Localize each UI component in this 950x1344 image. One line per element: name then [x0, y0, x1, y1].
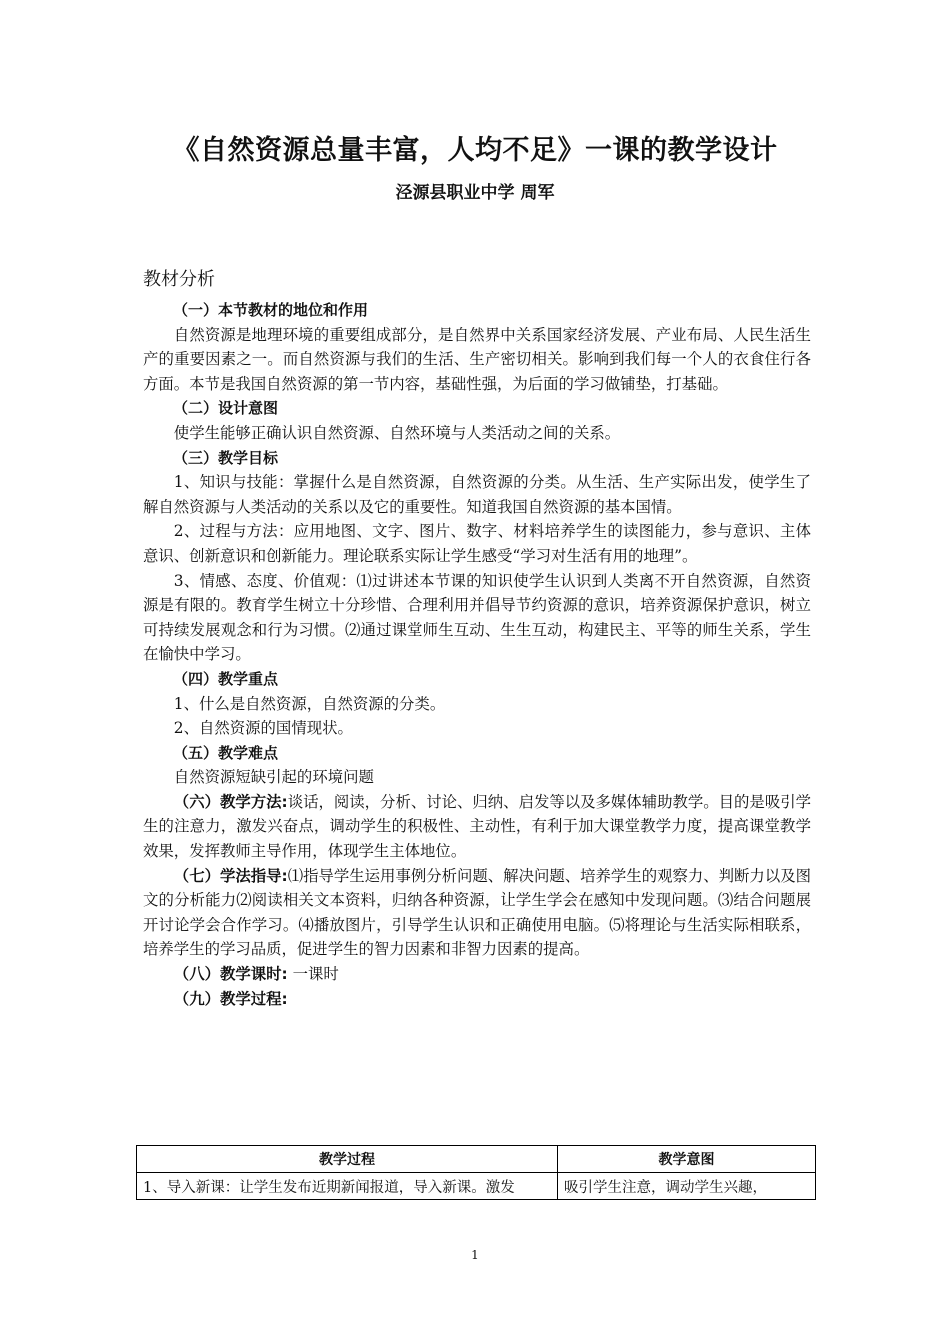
paragraph-objective-2: 2、过程与方法：应用地图、文字、图片、数字、材料培养学生的读图能力，参与意识、主体意识、创新意识和创新能力。理论联系实际让学生感受“学习对生活有用的地理”。 — [143, 522, 811, 565]
author-line: 泾源县职业中学 周军 — [395, 183, 555, 203]
table-header-intent: 教学意图 — [557, 1146, 815, 1173]
paragraph-study-guidance — [143, 864, 811, 962]
paragraph-key-point-1: 1、什么是自然资源，自然资源的分类。 — [173, 694, 446, 713]
subheading-key-points: （四）教学重点 — [173, 669, 279, 688]
paragraph-position: 自然资源是地理环境的重要组成部分，是自然界中关系国家经济发展、产业布局、人民生活生产的重要因素之一。而自然资源与我们的生活、生产密切相关。影响到我们每一个人的衣食住行各方面。本节是我国自然资源的第一节内容，基础性强，为后面的学习做铺垫，打基础。 — [143, 325, 811, 393]
table-header-process: 教学过程 — [137, 1146, 558, 1173]
text-study-guidance: ⑴指导学生运用事例分析问题、解决问题、培养学生的观察力、判断力以及图文的分析能力⑵阅读相关文本资料，归纳各种资源，让学生学会在感知中发现问题。⑶结合问题展开讨论学会合作学习。⑷播放图片，引导学生认识和正确使用电脑。⑸将理论与生活实际相联系，培养学生的学习品质，促进学生的智力因素和非智力因素的提高。 — [143, 866, 811, 959]
text-methods: 谈话，阅读，分析、讨论、归纳、启发等以及多媒体辅助教学。目的是吸引学生的注意力，激发兴奋点，调动学生的积极性、主动性，有利于加大课堂教学力度，提高课堂教学效果，发挥教师主导作用，体现学生主体地位。 — [143, 792, 811, 861]
subheading-design-intent: （二）设计意图 — [173, 399, 279, 418]
table-cell-intent: 吸引学生注意，调动学生兴趣， — [557, 1173, 815, 1200]
paragraph-objective-1: 1、知识与技能：掌握什么是自然资源，自然资源的分类。从生活、生产实际出发，使学生了解自然资源与人类活动的关系以及它的重要性。知道我国自然资源的基本国情。 — [143, 473, 811, 516]
lead-class-hours: （八）教学课时: — [173, 965, 288, 984]
paragraph-methods — [143, 790, 811, 864]
document-title: 《自然资源总量丰富，人均不足》一课的教学设计 — [172, 135, 778, 166]
paragraph-class-hours — [143, 962, 811, 987]
lead-process: （九）教学过程: — [173, 989, 288, 1008]
text-class-hours: 一课时 — [287, 965, 339, 984]
page-number: 1 — [471, 1248, 479, 1262]
paragraph-key-point-2: 2、自然资源的国情现状。 — [173, 719, 353, 738]
lead-study-guidance: （七）学法指导: — [173, 866, 288, 885]
section-heading: 教材分析 — [143, 269, 215, 290]
subheading-position: （一）本节教材的地位和作用 — [173, 301, 369, 319]
table-row — [137, 1173, 816, 1200]
teaching-process-table — [136, 1145, 816, 1200]
table-header-row — [137, 1146, 816, 1173]
table-cell-process: 1、导入新课：让学生发布近期新闻报道，导入新课。激发 — [137, 1173, 558, 1200]
paragraph-process — [143, 987, 811, 1012]
document-body — [143, 298, 811, 1011]
paragraph-design-intent: 使学生能够正确认识自然资源、自然环境与人类活动之间的关系。 — [173, 423, 621, 442]
subheading-difficulties: （五）教学难点 — [173, 743, 279, 762]
subheading-objectives: （三）教学目标 — [173, 448, 279, 467]
lead-methods: （六）教学方法: — [173, 792, 288, 811]
paragraph-objective-3: 3、情感、态度、价值观：⑴过讲述本节课的知识使学生认识到人类离不开自然资源，自然资源是有限的。教育学生树立十分珍惜、合理利用并倡导节约资源的意识，培养资源保护意识，树立可持续发展观念和行为习惯。⑵通过课堂师生互动、生生互动，构建民主、平等的师生关系，学生在愉快中学习。 — [143, 571, 811, 664]
paragraph-difficulties: 自然资源短缺引起的环境问题 — [173, 768, 374, 787]
